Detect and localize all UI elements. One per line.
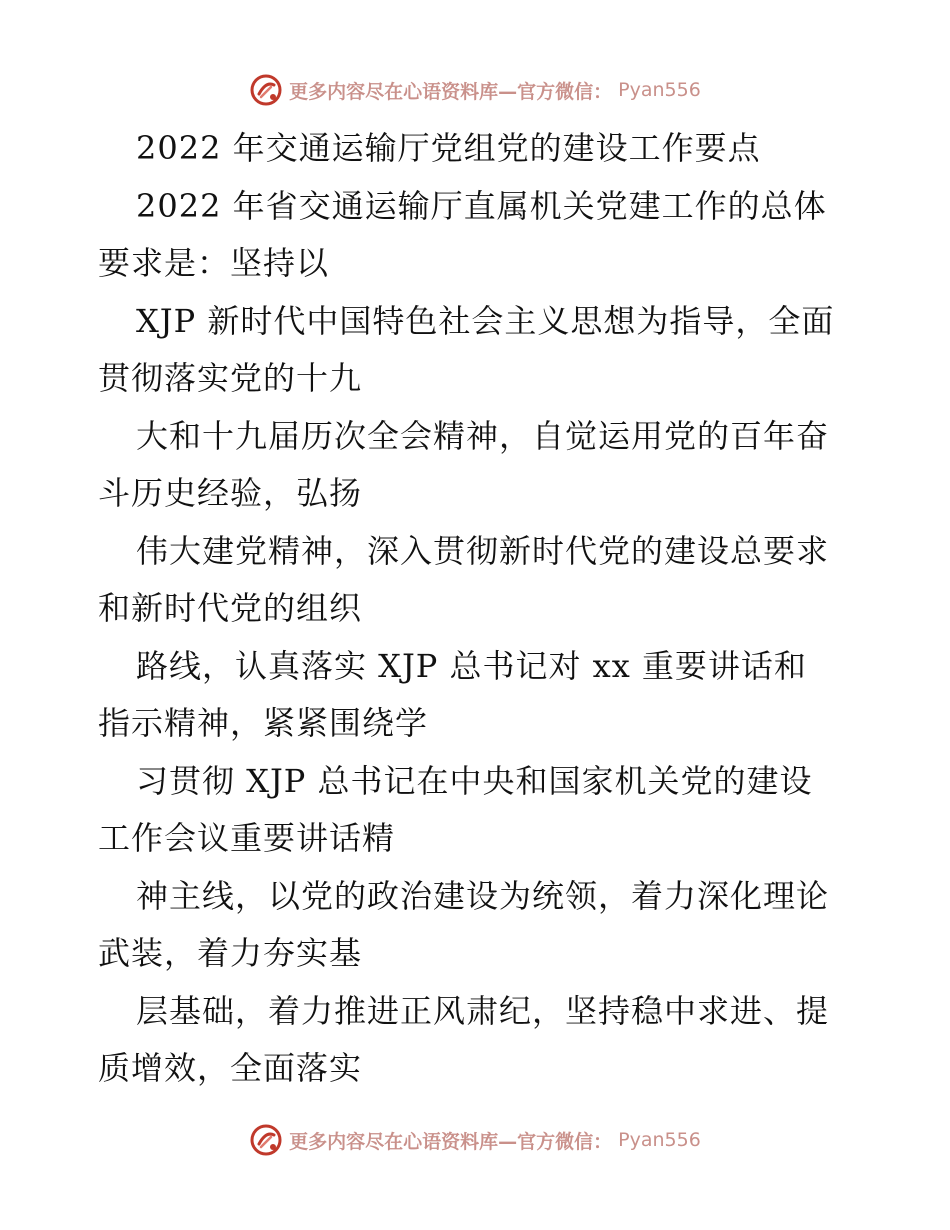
text-line: 工作会议重要讲话精 xyxy=(98,819,396,857)
text-line: 神主线，以党的政治建设为统领，着力深化理论 xyxy=(136,876,830,915)
text-line: 层基础，着力推进正风肃纪，坚持稳中求进、提 xyxy=(136,991,830,1030)
header-watermark xyxy=(0,70,950,110)
text-line: 贯彻落实党的十九 xyxy=(98,359,363,397)
text-line: 习贯彻 XJP 总书记在中央和国家机关党的建设 xyxy=(136,761,813,800)
text-line: 2022 年省交通运输厅直属机关党建工作的总体 xyxy=(136,186,827,225)
logo-icon xyxy=(249,1123,283,1157)
watermark-text: 更多内容尽在心语资料库—官方微信： xyxy=(289,80,613,103)
text-line: 要求是：坚持以 xyxy=(98,244,330,282)
text-line: 斗历史经验，弘扬 xyxy=(98,474,363,512)
document-body xyxy=(98,120,858,1098)
watermark-contact: Pyan556 xyxy=(618,1129,701,1151)
text-line: 伟大建党精神，深入贯彻新时代党的建设总要求 xyxy=(136,531,830,570)
footer-watermark xyxy=(0,1120,950,1160)
document-title: 2022 年交通运输厅党组党的建设工作要点 xyxy=(136,129,761,167)
text-line: 路线，认真落实 XJP 总书记对 xx 重要讲话和 xyxy=(136,646,807,685)
text-line: 大和十九届历次全会精神，自觉运用党的百年奋 xyxy=(136,416,830,455)
text-line: XJP 新时代中国特色社会主义思想为指导，全面 xyxy=(136,301,835,340)
watermark-text: 更多内容尽在心语资料库—官方微信： xyxy=(289,1130,613,1153)
watermark-contact: Pyan556 xyxy=(618,79,701,101)
text-line: 武装，着力夯实基 xyxy=(98,934,363,972)
text-line: 质增效，全面落实 xyxy=(98,1049,363,1087)
text-line: 和新时代党的组织 xyxy=(98,589,363,627)
text-line: 指示精神，紧紧围绕学 xyxy=(98,704,429,742)
logo-icon xyxy=(249,73,283,107)
